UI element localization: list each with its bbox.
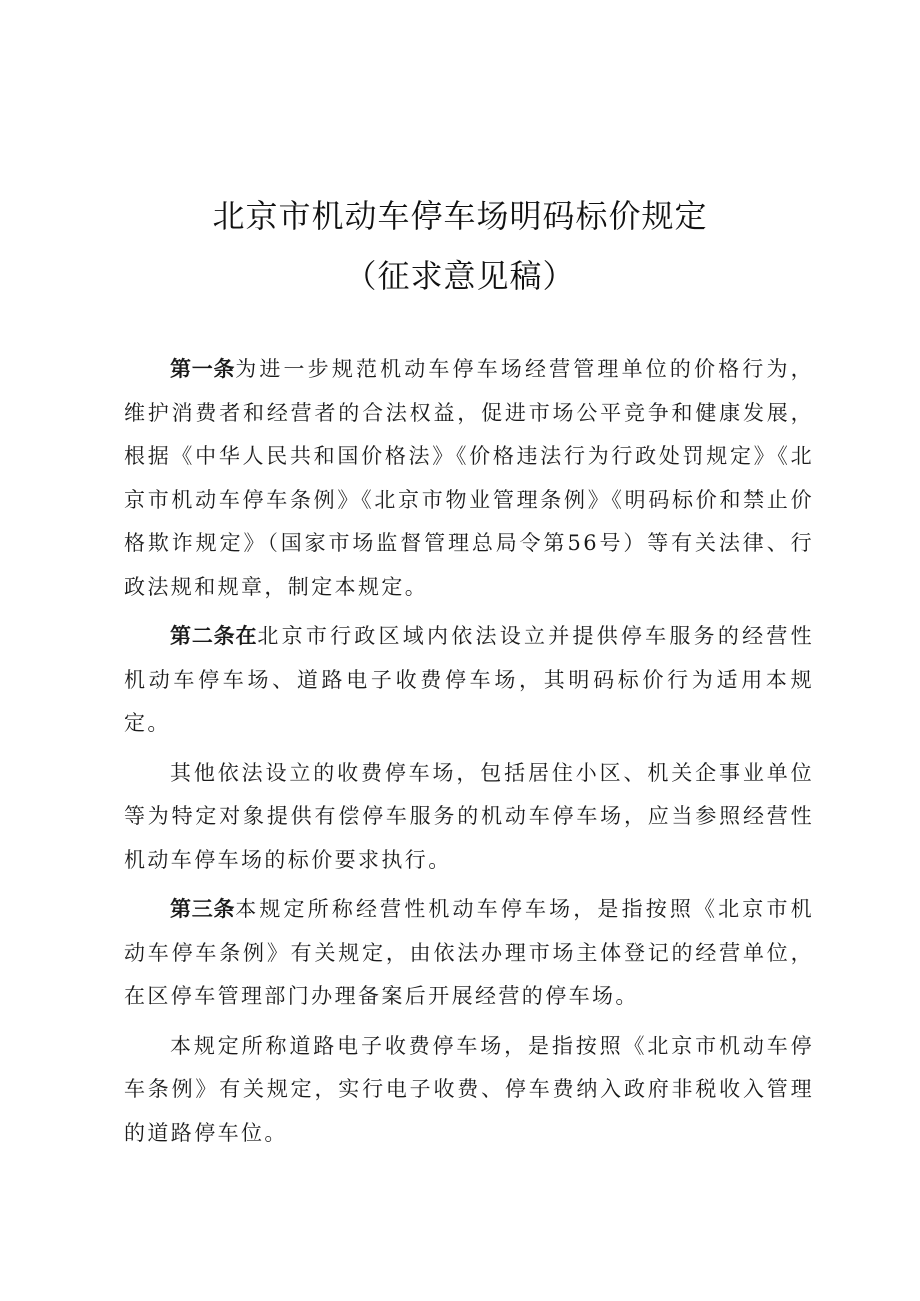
article-3: [124, 888, 814, 1019]
title-block: [0, 186, 920, 306]
article-3-paragraph-2: [124, 1025, 814, 1156]
article-2-text: 北京市行政区域内依法设立并提供停车服务的经营性机动车停车场、道路电子收费停车场，其明码标价行为适用本规定。: [124, 624, 815, 735]
article-1-lead: 第一条: [170, 357, 236, 381]
article-3-lead: 第三条: [170, 897, 236, 921]
article-1: [124, 348, 814, 609]
document-subtitle: （征求意见稿）: [344, 257, 576, 295]
article-2-lead: 第二条在: [170, 624, 258, 648]
document-body: [124, 348, 814, 1161]
article-1-text: 为进一步规范机动车停车场经营管理单位的价格行为，维护消费者和经营者的合法权益，促进市场公平竞争和健康发展，根据《中华人民共和国价格法》《价格违法行为行政处罚规定》《北京市机动车停车条例》《北京市物业管理条例》《明码标价和禁止价格欺诈规定》（国家市场监督管理总局令第56号）等有关法律、行政法规和规章，制定本规定。: [124, 357, 815, 599]
article-2-paragraph-2-text: 其他依法设立的收费停车场，包括居住小区、机关企事业单位等为特定对象提供有偿停车服务的机动车停车场，应当参照经营性机动车停车场的标价要求执行。: [124, 760, 814, 872]
document-title: 北京市机动车停车场明码标价规定: [212, 197, 708, 235]
article-2: [124, 615, 814, 746]
article-2-paragraph-2: [124, 752, 814, 883]
article-3-text: 本规定所称经营性机动车停车场，是指按照《北京市机动车停车条例》有关规定，由依法办理市场主体登记的经营单位，在区停车管理部门办理备案后开展经营的停车场。: [124, 897, 815, 1008]
article-3-paragraph-2-text: 本规定所称道路电子收费停车场，是指按照《北京市机动车停车条例》有关规定，实行电子收费、停车费纳入政府非税收入管理的道路停车位。: [124, 1033, 814, 1145]
